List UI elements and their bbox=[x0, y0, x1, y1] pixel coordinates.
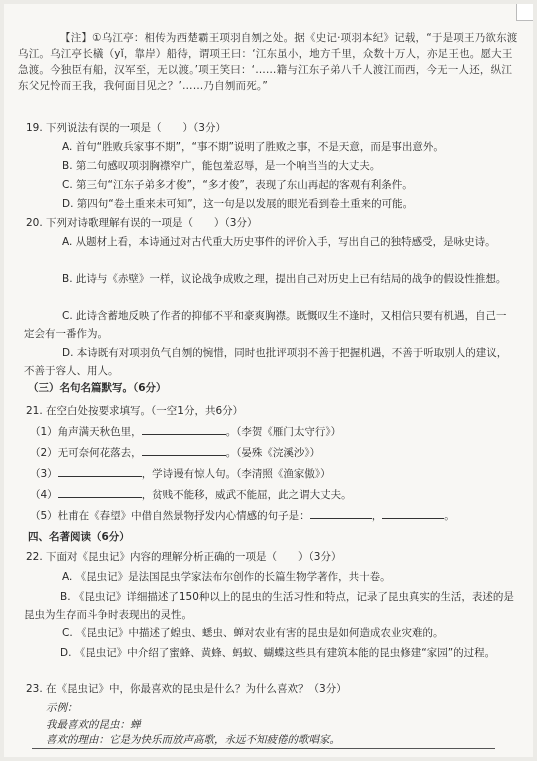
answer-blank[interactable] bbox=[310, 508, 372, 519]
question-21-item-5 bbox=[30, 508, 521, 524]
item-2-prefix: （2）无可奈何花落去， bbox=[30, 447, 142, 459]
example-reason: 喜欢的理由：它是为快乐而放声高歌，永远不知疲倦的歌唱家。 bbox=[46, 734, 340, 746]
exam-page bbox=[4, 4, 533, 757]
item-1-suffix: 。（李贺《雁门太守行》） bbox=[225, 426, 342, 438]
question-19-option-a: A. 首句“胜败兵家事不期”，“事不期”说明了胜败之事，不是天意，而是事出意外。 bbox=[62, 141, 444, 153]
example-insect: 我最喜欢的昆虫：蝉 bbox=[46, 719, 141, 731]
question-19-option-b: B. 第二句感叹项羽胸襟窄广，能包羞忍辱，是一个响当当的大丈夫。 bbox=[62, 160, 381, 172]
item-4-suffix: ，贫贱不能移，威武不能屈，此之谓大丈夫。 bbox=[141, 489, 352, 501]
question-19-option-c: C. 第三句“江东子弟多才俊”，“多才俊”，表现了东山再起的客观有利条件。 bbox=[62, 179, 413, 191]
page-corner-fold bbox=[516, 4, 533, 21]
question-19-option-d: D. 第四句“卷土重来未可知”，这一句是以发展的眼光看到卷土重来的可能。 bbox=[62, 198, 414, 210]
question-20-stem: 20. 下列对诗歌理解有误的一项是（ ）（3分） bbox=[26, 217, 258, 229]
question-21-item-3 bbox=[30, 466, 521, 482]
question-20-option-b: B. 此诗与《赤壁》一样，议论战争成败之理，提出自己对历史上已有结局的战争的假设性推想。 bbox=[62, 273, 507, 285]
question-22-option-b: B. 《昆虫记》详细描述了150种以上的昆虫的生活习性和特点，记录了昆虫真实的生活，表述的是昆虫为生存而斗争时表现出的灵性。 bbox=[24, 591, 514, 621]
question-20-option-d: D. 本诗既有对项羽负气自刎的惋惜，同时也批评项羽不善于把握机遇，不善于听取别人的建议，不善于容人、用人。 bbox=[24, 347, 508, 377]
question-21-item-1 bbox=[30, 424, 521, 440]
answer-blank[interactable] bbox=[142, 445, 226, 456]
question-21-item-4 bbox=[30, 487, 521, 503]
question-21-item-2 bbox=[30, 445, 521, 461]
example-label: 示例： bbox=[46, 702, 78, 714]
section-4-title: 四、名著阅读（6分） bbox=[28, 531, 130, 543]
item-4-prefix: （4） bbox=[30, 489, 58, 501]
question-22-option-c: C. 《昆虫记》中描述了蝗虫、蟋虫、蝉对农业有害的昆虫是如何造成农业灾难的。 bbox=[62, 627, 444, 639]
item-3-suffix: ，学诗谩有惊人句。（李清照《渔家傲》） bbox=[141, 468, 331, 480]
section-3-title: （三）名句名篇默写。（6分） bbox=[28, 382, 167, 394]
answer-blank[interactable] bbox=[142, 424, 226, 435]
item-3-prefix: （3） bbox=[30, 468, 58, 480]
poem-annotation: 【注】①乌江亭：相传为西楚霸王项羽自刎之处。据《史记·项羽本纪》记载，“于是项王乃欲东渡乌江。乌江亭长檥（yǐ，靠岸）船待，谓项王曰：‘江东虽小，地方千里，众数十万人，亦足王也。愿大王急渡。今独臣有船，汉军至，无以渡。’项王笑曰：‘……籍与江东子弟八千人渡江而西，今无一人还，纵江东父兄怜而王我，我何面目见之？’……乃自刎而死。” bbox=[18, 32, 518, 92]
answer-blank[interactable] bbox=[382, 508, 444, 519]
item-5-mid: ， bbox=[371, 510, 383, 522]
question-20-option-a: A. 从题材上看，本诗通过对古代重大历史事件的评价入手，写出自己的独特感受，是咏史诗。 bbox=[62, 236, 496, 248]
question-22-option-a: A. 《昆虫记》是法国昆虫学家法布尔创作的长篇生物学著作，共十卷。 bbox=[62, 571, 391, 583]
item-1-prefix: （1）角声满天秋色里， bbox=[30, 426, 142, 438]
answer-blank[interactable] bbox=[58, 487, 142, 498]
item-2-suffix: 。（晏殊《浣溪沙》） bbox=[225, 447, 321, 459]
item-5-suffix: 。 bbox=[444, 510, 455, 522]
question-22-option-d: D. 《昆虫记》中介绍了蜜蜂、黄蜂、蚂蚁、蝴蝶这些具有建筑本能的昆虫修建“家园”的过程。 bbox=[60, 647, 496, 659]
item-5-prefix: （5）杜甫在《春望》中借自然景物抒发内心情感的句子是： bbox=[30, 510, 310, 522]
question-21-stem: 21. 在空白处按要求填写。（一空1分，共6分） bbox=[26, 405, 244, 417]
question-19-stem: 19. 下列说法有误的一项是（ ）（3分） bbox=[26, 122, 226, 134]
question-20-option-c: C. 此诗含蓄地反映了作者的抑郁不平和豪爽胸襟。既慨叹生不逢时，又相信只要有机遇，自己一定会有一番作为。 bbox=[24, 310, 507, 340]
answer-blank[interactable] bbox=[58, 466, 142, 477]
question-23-stem: 23. 在《昆虫记》中，你最喜欢的昆虫是什么？为什么喜欢？（3分） bbox=[26, 683, 347, 695]
question-22-stem: 22. 下面对《昆虫记》内容的理解分析正确的一项是（ ）（3分） bbox=[26, 551, 342, 563]
answer-line[interactable] bbox=[32, 748, 495, 749]
